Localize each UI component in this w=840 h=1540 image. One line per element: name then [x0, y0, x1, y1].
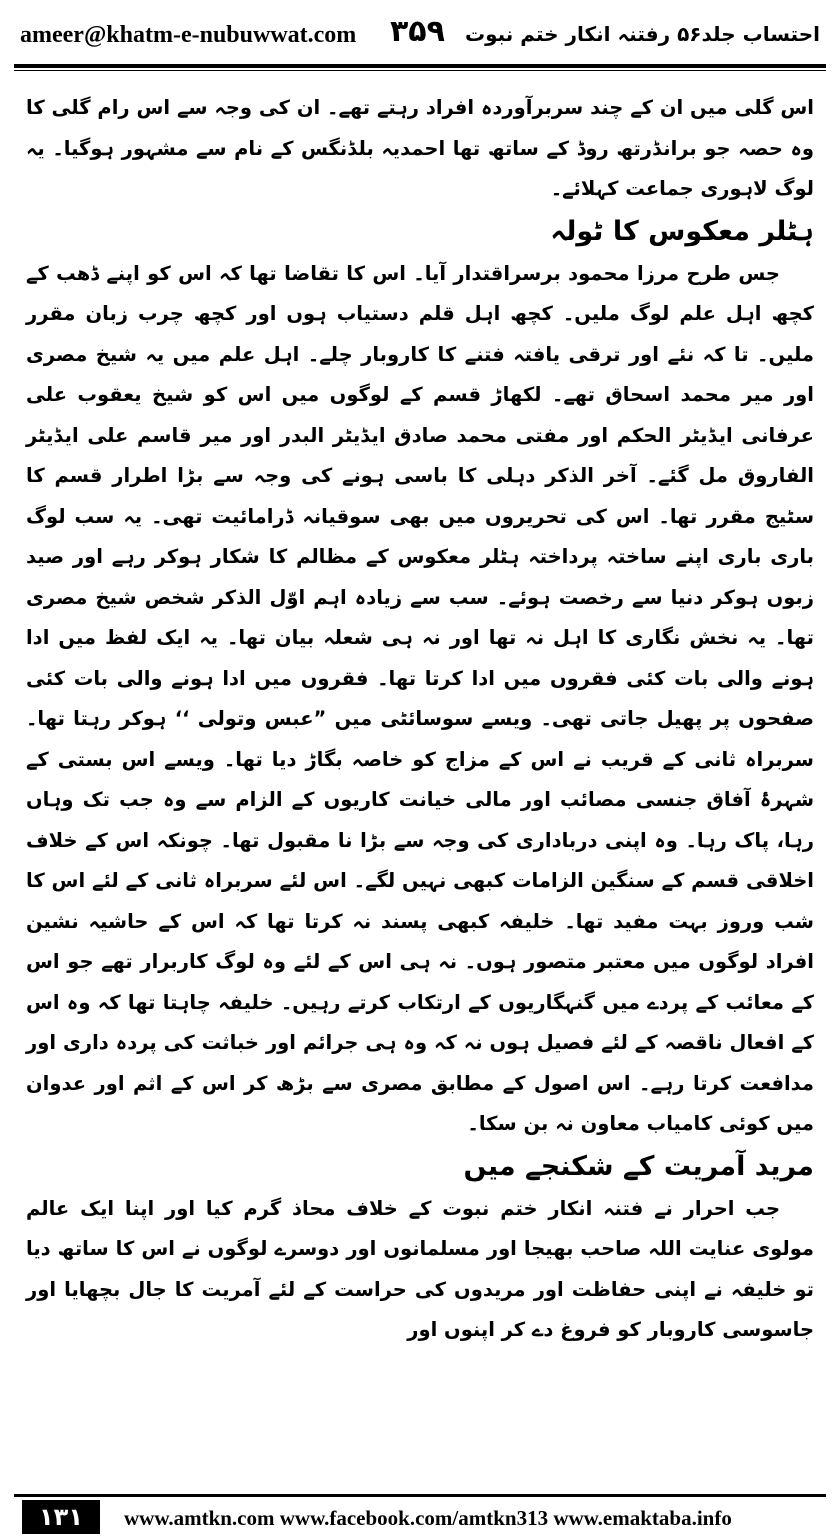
header-email: ameer@khatm-e-nubuwwat.com	[20, 22, 357, 48]
section-heading-hitler-group: ہٹلر معکوس کا ٹولہ	[550, 215, 814, 247]
header-page-number: ۳۵۹	[390, 14, 445, 49]
footer-rule	[14, 1494, 826, 1497]
header-volume-title: احتساب جلد۵۶ رفتنہ انکار ختم نبوت	[464, 22, 820, 46]
paragraph-intro: اس گلی میں ان کے چند سربرآوردہ افراد رہتے تھے۔ ان کی وجہ سے اس رام گلی کا وہ حصہ جو برانڈرتھ روڈ کے ساتھ تھا احمدیہ بلڈنگس کے نام سے مشہور ہوگیا۔ یہ لوگ لاہوری جماعت کہلائے۔	[26, 96, 814, 200]
paragraph-main: جس طرح مرزا محمود برسراقتدار آیا۔ اس کا تقاضا تھا کہ اس کو اپنے ڈھب کے کچھ اہل علم لوگ ملیں۔ کچھ اہل قلم دستیاب ہوں اور کچھ چرب زبان مقرر ملیں۔ تا کہ نئے اور ترقی یافتہ فتنے کا کاروبار چلے۔ اہل علم میں یہ شیخ مصری اور میر محمد اسحاق تھے۔ لکھاڑ قسم کے لوگوں میں اس کو شیخ یعقوب علی عرفانی ایڈیٹر الحکم اور مفتی محمد صادق ایڈیٹر البدر اور میر قاسم علی ایڈیٹر الفاروق مل گئے۔ آخر الذکر دہلی کا باسی ہونے کی وجہ سے بڑا اطرار قسم کا سٹیج مقرر تھا۔ اس کی تحریروں میں بھی سوقیانہ ڈرامائیت تھی۔ یہ سب لوگ باری باری اپنے ساختہ پرداختہ ہٹلر معکوس کے مظالم کا شکار ہوکر رہے اور صید زبوں ہوکر دنیا سے رخصت ہوئے۔ سب سے زیادہ اہم اوّل الذکر شخص شیخ مصری تھا۔ یہ نخش نگاری کا اہل نہ تھا اور نہ ہی شعلہ بیان تھا۔ یہ ایک لفظ میں ادا ہونے والی بات کئی فقروں میں ادا کرتا تھا۔ فقروں میں ادا ہونے والی بات کئی صفحوں پر پھیل جاتی تھی۔ ویسے سوسائٹی میں ”عبس وتولی ‘‘ ہوکر رہتا تھا۔ سربراہ ثانی کے قریب نے اس کے مزاج کو خاصہ بگاڑ دیا تھا۔ ویسے اس بستی کے شہرۂ آفاق جنسی مصائب اور مالی خیانت کاریوں کے الزام سے وہ جب تک وہاں رہا، پاک رہا۔ وہ اپنی درباداری کی وجہ سے بڑا نا مقبول تھا۔ چونکہ اس کے خلاف اخلاقی قسم کے سنگین الزامات کبھی نہیں لگے۔ اس لئے سربراہ ثانی کے لئے اس کا شب وروز بہت مفید تھا۔ خلیفہ کبھی پسند نہ کرتا تھا کہ اس کے حاشیہ نشین افراد لوگوں میں معتبر متصور ہوں۔ نہ ہی اس کے لئے وہ لوگ کاربرار تھے جو اس کے معائب کے پردے میں گنہگاریوں کے ارتکاب کرتے رہیں۔ خلیفہ چاہتا تھا کہ وہ اس کے افعال ناقصہ کے لئے فصیل ہوں نہ کہ وہ ہی جرائم اور خباثت کی پردہ داری اور مدافعت کرتا رہے۔ اس اصول کے مطابق مصری سے بڑھ کر اس کے اثم اور عدوان میں کوئی کامیاب معاون نہ بن سکا۔	[26, 261, 814, 1135]
section-heading-dictatorship: مرید آمریت کے شکنجے میں	[463, 1150, 814, 1182]
page-header	[20, 14, 820, 62]
page-footer	[14, 1500, 826, 1536]
page-body	[26, 88, 814, 1351]
header-rule	[14, 64, 826, 68]
footer-page-number: ۱۳۱	[22, 1500, 100, 1534]
paragraph-closing: جب احرار نے فتنہ انکار ختم نبوت کے خلاف محاذ گرم کیا اور اپنا ایک عالم مولوی عنایت اللہ صاحب بھیجا اور مسلمانوں اور دوسرے لوگوں نے اس کا ساتھ دیا تو خلیفہ نے اپنی حفاظت اور مریدوں کی حراست کے لئے آمریت کا جال بچھایا اور جاسوسی کاروبار کو فروغ دے کر اپنوں اور	[26, 1196, 814, 1341]
footer-websites: www.amtkn.com www.facebook.com/amtkn313 www.emaktaba.info	[124, 1506, 732, 1530]
header-rule-thin	[14, 70, 826, 71]
